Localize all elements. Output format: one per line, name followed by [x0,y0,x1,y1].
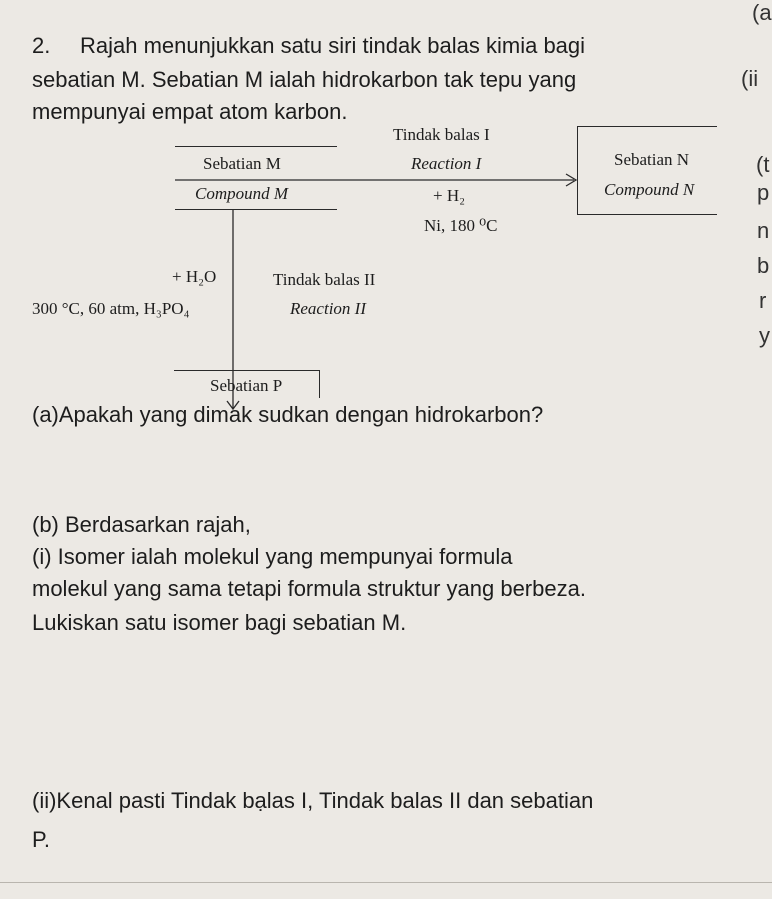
compound-p-right-line [319,370,320,398]
compound-p-label: Sebatian P [210,376,283,395]
page-bottom-line [0,882,772,883]
part-a-question: (a)Apakah yang dimak sudkan dengan hidrokarbon? [32,402,544,427]
reaction1-reagent: + H₂ [433,186,466,205]
part-b-i-line-1: (i) Isomer ialah molekul yang mempunyai formula [32,544,513,569]
reaction2-conditions: 300 °C, 60 atm, H₃PO₄ [32,299,190,318]
edge-text-8: y [759,323,770,348]
reaction1-english: Reaction I [411,154,482,173]
edge-text-2: (ii [741,66,759,91]
edge-text-6: b [757,253,770,278]
compound-n-malay: Sebatian N [614,150,690,169]
reaction1-malay: Tindak balas I [393,125,490,144]
part-b-i-line-2: molekul yang sama tetapi formula struktur yang berbeza. [32,576,586,601]
compound-n-left-line [577,127,578,215]
edge-text-5: n [757,218,770,243]
compound-n-top-line [577,126,717,127]
part-b-heading: (b) Berdasarkan rajah, [32,512,251,537]
intro-line-3: mempunyai empat atom karbon. [32,99,348,124]
compound-n-bottom-line [577,214,717,215]
intro-line-1: Rajah menunjukkan satu siri tindak balas kimia bagi [80,33,586,58]
compound-m-malay: Sebatian M [203,154,281,173]
compound-p-top-line [174,370,320,371]
reaction1-conditions: Ni, 180 ⁰C [424,216,498,235]
reaction2-english: Reaction II [290,299,366,318]
edge-text-4: p [757,180,770,205]
compound-m-english: Compound M [195,184,289,203]
question-number: 2. [32,33,51,58]
part-b-i-line-3: Lukiskan satu isomer bagi sebatian M. [32,610,407,635]
compound-n-english: Compound N [604,180,695,199]
part-b-ii-line-1: (ii)Kenal pasti Tindak bạlas I, Tindak balas II dan sebatian [32,788,594,813]
reaction2-malay: Tindak balas II [273,270,376,289]
reaction2-reagent: + H₂O [172,267,217,286]
intro-line-2: sebatian M. Sebatian M ialah hidrokarbon tak tepu yang [32,67,577,92]
edge-text-1: (a [752,0,772,25]
part-b-ii-line-2: P. [32,827,50,852]
edge-text-3: (t [756,152,770,177]
edge-text-7: r [759,288,767,313]
